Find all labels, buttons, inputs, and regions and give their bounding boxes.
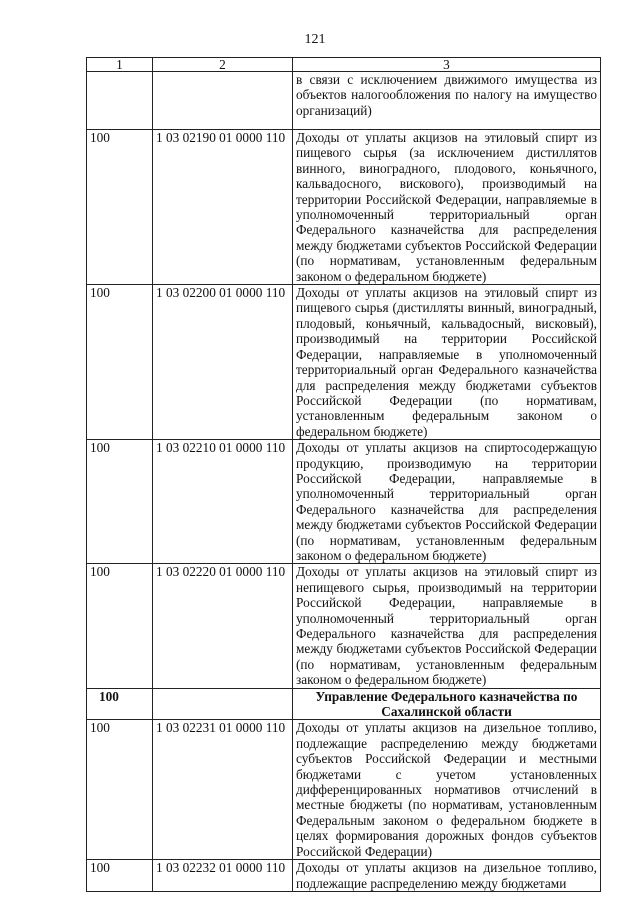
admin-code-cell	[87, 72, 153, 130]
admin-code-cell: 100	[87, 130, 153, 285]
section-title-cell: Управление Федерального казначейства по Сахалинской области	[293, 688, 601, 720]
table-row	[87, 72, 601, 130]
table-row	[87, 720, 601, 860]
table-header-row	[87, 58, 601, 72]
admin-code-cell: 100	[87, 860, 153, 892]
budget-code-cell: 1 03 02210 01 0000 110	[153, 440, 293, 564]
budget-code-cell: 1 03 02220 01 0000 110	[153, 564, 293, 688]
description-cell: Доходы от уплаты акцизов на дизельное топливо, подлежащие распределению между бюджетами субъектов Российской Федерации и местными бюджетами с учетом установленных дифференцированных нормативов отчислений в местные бюджеты (по нормативам, установленным Федеральным законом о федеральном бюджете в целях формирования дорожных фондов субъектов Российской Федерации)	[293, 720, 601, 860]
table-row	[87, 285, 601, 440]
table-row	[87, 860, 601, 892]
budget-code-cell: 1 03 02190 01 0000 110	[153, 130, 293, 285]
budget-code-cell: 1 03 02232 01 0000 110	[153, 860, 293, 892]
description-cell: Доходы от уплаты акцизов на этиловый спирт из непищевого сырья, производимый на территории Российской Федерации, направляемые в уполномоченный территориальный орган Федерального казначейства для распределения между бюджетами субъектов Российской Федерации (по нормативам, установленным федеральным законом о федеральном бюджете)	[293, 564, 601, 688]
description-cell: Доходы от уплаты акцизов на дизельное топливо, подлежащие распределению между бюджетами	[293, 860, 601, 892]
revenue-codes-table	[86, 57, 601, 892]
budget-code-cell: 1 03 02200 01 0000 110	[153, 285, 293, 440]
column-header-description: 3	[293, 58, 601, 72]
budget-code-cell: 1 03 02231 01 0000 110	[153, 720, 293, 860]
column-header-code: 2	[153, 58, 293, 72]
table-row	[87, 130, 601, 285]
admin-code-cell: 100	[87, 564, 153, 688]
table-row	[87, 440, 601, 564]
description-cell: Доходы от уплаты акцизов на спиртосодержащую продукцию, производимую на территории Российской Федерации, направляемые в уполномоченный территориальный орган Федерального казначейства для распределения между бюджетами субъектов Российской Федерации (по нормативам, установленным федеральным законом о федеральном бюджете)	[293, 440, 601, 564]
budget-code-cell	[153, 688, 293, 720]
admin-code-cell: 100	[87, 440, 153, 564]
section-header-row	[87, 688, 601, 720]
description-cell: Доходы от уплаты акцизов на этиловый спирт из пищевого сырья (дистилляты винный, виноградный, плодовый, коньячный, кальвадосный, висковый), производимый на территории Российской Федерации, направляемые в уполномоченный территориальный орган Федерального казначейства для распределения между бюджетами субъектов Российской Федерации (по нормативам, установленным федеральным законом о федеральном бюджете)	[293, 285, 601, 440]
description-cell: в связи с исключением движимого имущества из объектов налогообложения по налогу на имущество организаций)	[293, 72, 601, 130]
column-header-admin: 1	[87, 58, 153, 72]
description-cell: Доходы от уплаты акцизов на этиловый спирт из пищевого сырья (за исключением дистиллятов винного, виноградного, плодового, коньячного, кальвадосного, вискового), производимый на территории Российской Федерации, направляемые в уполномоченный территориальный орган Федерального казначейства для распределения между бюджетами субъектов Российской Федерации (по нормативам, установленным федеральным законом о федеральном бюджете)	[293, 130, 601, 285]
admin-code-cell: 100	[87, 285, 153, 440]
budget-code-cell	[153, 72, 293, 130]
admin-code-cell: 100	[87, 688, 153, 720]
table-row	[87, 564, 601, 688]
admin-code-cell: 100	[87, 720, 153, 860]
page-number: 121	[304, 32, 326, 47]
